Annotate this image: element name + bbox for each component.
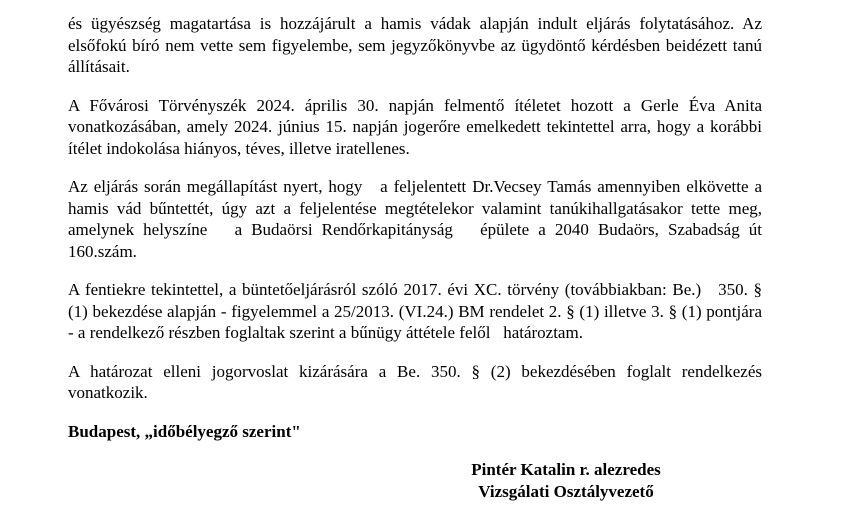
signature-name: Pintér Katalin r. alezredes	[471, 460, 661, 479]
paragraph-findings: Az eljárás során megállapítást nyert, hogy a feljelentett Dr.Vecsey Tamás amennyiben elkövette a hamis vád bűntettét, úgy azt a feljelentése megtételekor valamint tanúkihallgatásakor tette meg, amelynek helyszíne a Budaörsi Rendőrkapitányság épülete a 2040 Budaörs, Szabadság út 160.szám.	[68, 177, 767, 261]
paragraph-court-ruling: A Fővárosi Törvényszék 2024. április 30. napján felmentő ítéletet hozott a Gerle Éva Anita vonatkozásában, amely 2024. június 15. napján jogerőre emelkedett tekintettel arra, hogy a korábbi ítélet indokolása hiányos, téves, illetve iratellenes.	[68, 95, 767, 158]
paragraph-continuation: és ügyészség magatartása is hozzájárult a hamis vádak alapján indult eljárás folytatásához. Az elsőfokú bíró nem vette sem figyelembe, sem jegyzőkönyvbe az ügydöntő kérdésben beidézett tanú állításait.	[68, 14, 767, 76]
signature-block	[366, 459, 766, 502]
paragraph-legal-basis: A fentiekre tekintettel, a büntetőeljárásról szóló 2017. évi XC. törvény (továbbiakban: Be.) 350. § (1) bekezdése alapján - figyelemmel a 25/2013. (VI.24.) BM rendelet 2. § (1) illetve 3. § (1) pontjára - a rendelkező részben foglaltak szerint a bűnügy áttétele felől határoztam.	[68, 280, 767, 342]
paragraph-appeal-exclusion: A határozat elleni jogorvoslat kizárására a Be. 350. § (2) bekezdésében foglalt rendelkezés vonatkozik.	[68, 361, 767, 402]
signature-title: Vizsgálati Osztályvezető	[478, 481, 654, 501]
dateline: Budapest, „időbélyegző szerint"	[68, 421, 301, 441]
